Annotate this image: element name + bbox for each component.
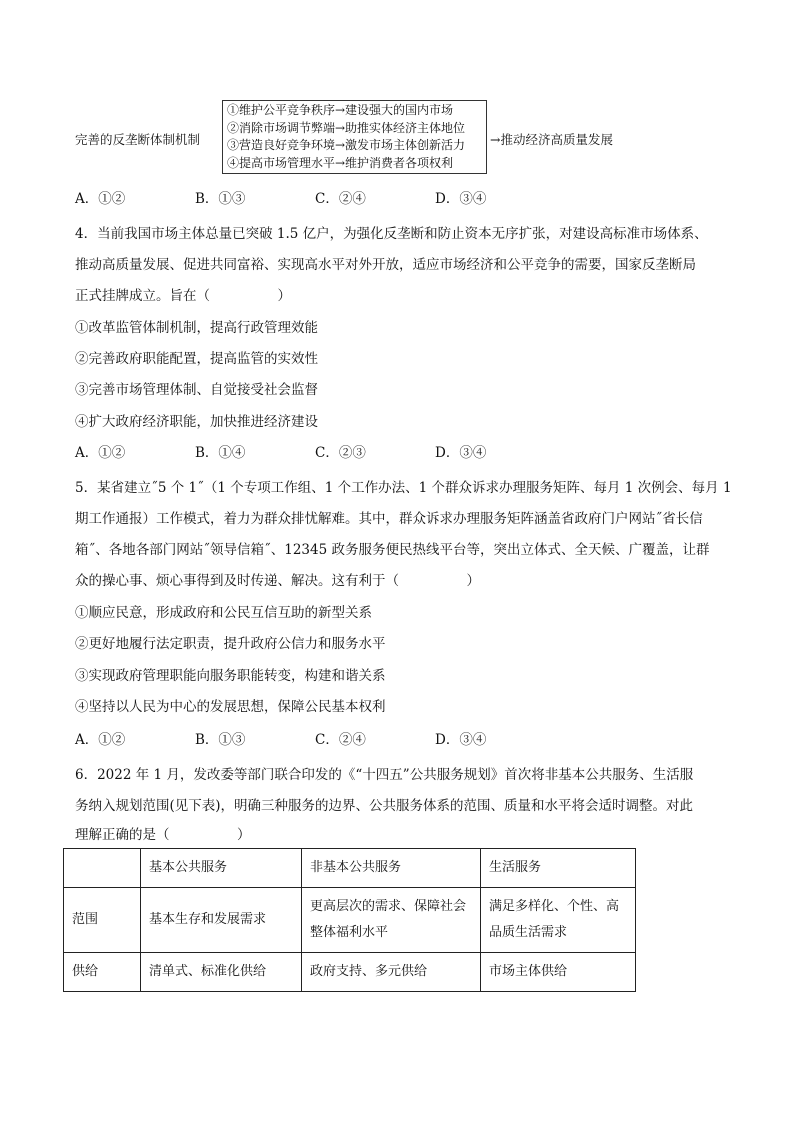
table-cell: 基本生存和发展需求: [141, 888, 302, 953]
table-cell: 政府支持、多元供给: [302, 953, 481, 992]
option-c: C．②④: [315, 191, 366, 207]
option-b: B．①③: [195, 191, 246, 207]
q4-statement: ④扩大政府经济职能，加快推进经济建设: [75, 414, 318, 430]
q4-options: [75, 441, 555, 461]
table-cell: 满足多样化、个性、高品质生活需求: [481, 888, 636, 953]
diagram-item: ③营造良好竞争环境→激发市场主体创新活力: [227, 138, 466, 152]
q6-stem-line: 务纳入规划范围(见下表)，明确三种服务的边界、公共服务体系的范围、质量和水平将会适时调整。对此: [75, 798, 694, 814]
table-cell: 范围: [64, 888, 141, 953]
q4-statement: ①改革监管体制机制，提高行政管理效能: [75, 320, 318, 336]
q3-options: [75, 187, 555, 207]
diagram-item: ①维护公平竞争秩序→建设强大的国内市场: [227, 103, 454, 117]
diagram-right-label: →推动经济高质量发展: [490, 132, 613, 147]
q5-statement: ④坚持以人民为中心的发展思想，保障公民基本权利: [75, 699, 386, 715]
table-header-cell: [64, 849, 141, 888]
option-b: B．①③: [195, 732, 246, 748]
option-c: C．②③: [315, 445, 366, 461]
q5-stem-line: 箱˝、各地各部门网站˝领导信箱˝、12345 政务服务便民热线平台等，突出立体式、全天候、广覆盖，让群: [75, 542, 710, 558]
table-header-cell: 基本公共服务: [141, 849, 302, 888]
option-c: C．②④: [315, 732, 366, 748]
q5-stem-line: 众的操心事、烦心事得到及时传递、解决。这有利于（ ）: [75, 573, 480, 589]
table-cell: 供给: [64, 953, 141, 992]
option-a: A．①②: [75, 732, 126, 748]
diagram-left-label: 完善的反垄断体制机制: [75, 132, 201, 147]
diagram-box: [222, 100, 487, 174]
q5-stem-line: 期工作通报）工作模式，着力为群众排忧解难。其中，群众诉求办理服务矩阵涵盖省政府门户网站˝省长信: [75, 511, 703, 527]
table-header-row: [64, 849, 636, 888]
table-header-cell: 生活服务: [481, 849, 636, 888]
q4-stem-line: 4．当前我国市场主体总量已突破 1.5 亿户，为强化反垄断和防止资本无序扩张，对建设高标准市场体系、: [75, 226, 708, 242]
services-table: [63, 848, 636, 992]
table-row: [64, 953, 636, 992]
option-d: D．③④: [435, 191, 487, 207]
option-d: D．③④: [435, 445, 487, 461]
table-cell: 更高层次的需求、保障社会整体福利水平: [302, 888, 481, 953]
q4-stem-line: 正式挂牌成立。旨在（ ）: [75, 288, 291, 304]
table-cell: 市场主体供给: [481, 953, 636, 992]
table-header-cell: 非基本公共服务: [302, 849, 481, 888]
diagram-item: ②消除市场调节弊端→助推实体经济主体地位: [227, 120, 466, 135]
q4-statement: ③完善市场管理体制、自觉接受社会监督: [75, 382, 318, 398]
q5-stem-line: 5．某省建立˝5 个 1˝（1 个专项工作组、1 个工作办法、1 个群众诉求办理服务矩阵、每月 1 次例会、每月 1: [75, 480, 732, 496]
q6-stem-line: 6．2022 年 1 月，发改委等部门联合印发的《“十四五”公共服务规划》首次将非基本公共服务、生活服: [75, 767, 694, 783]
diagram-item: ④提高市场管理水平→维护消费者各项权利: [227, 155, 454, 170]
q5-statement: ③实现政府管理职能向服务职能转变，构建和谐关系: [75, 668, 386, 684]
q5-options: [75, 728, 555, 748]
q5-statement: ①顺应民意，形成政府和公民互信互助的新型关系: [75, 605, 372, 621]
option-d: D．③④: [435, 732, 487, 748]
table-cell: 清单式、标准化供给: [141, 953, 302, 992]
q6-stem-line: 理解正确的是（ ）: [75, 827, 251, 843]
q4-statement: ②完善政府职能配置，提高监管的实效性: [75, 351, 318, 367]
q5-statement: ②更好地履行法定职责，提升政府公信力和服务水平: [75, 636, 386, 652]
table-row: [64, 888, 636, 953]
option-a: A．①②: [75, 445, 126, 461]
q4-stem-line: 推动高质量发展、促进共同富裕、实现高水平对外开放，适应市场经济和公平竞争的需要，国家反垄断局: [75, 257, 696, 273]
option-b: B．①④: [195, 445, 246, 461]
option-a: A．①②: [75, 191, 126, 207]
